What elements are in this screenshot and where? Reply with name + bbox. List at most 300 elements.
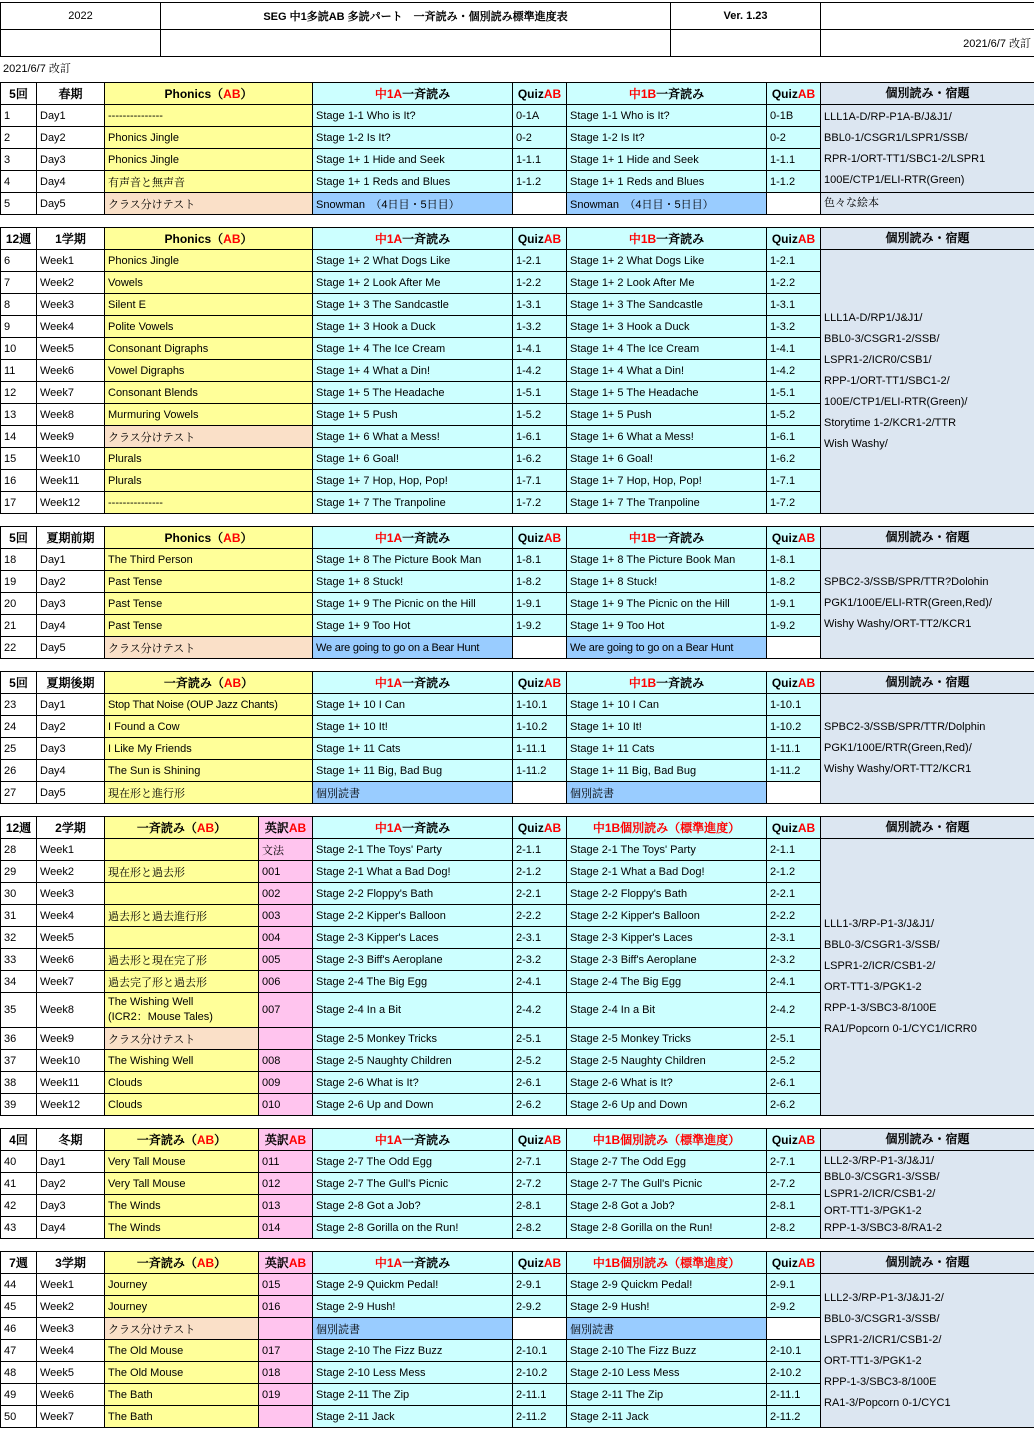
- row-number-cell: 1: [1, 105, 37, 127]
- block-count-header: 7週: [1, 1252, 37, 1274]
- page-title: SEG 中1多読AB 多読パート 一斉読み・個別読み標準進度表: [161, 3, 671, 30]
- stage-b-cell: Stage 2-5 Monkey Tricks: [567, 1028, 767, 1050]
- stage-a-cell: 個別読書: [313, 1318, 513, 1340]
- row-number-cell: 21: [1, 615, 37, 637]
- stage-a-cell: Stage 1+ 3 The Sandcastle: [313, 294, 513, 316]
- empty-cell: [1, 30, 161, 57]
- phonics-cell: The Winds: [105, 1195, 259, 1217]
- quiz-a-cell: 1-9.2: [513, 615, 567, 637]
- quiz-b-column-header: QuizAB: [767, 1252, 821, 1274]
- quiz-b-cell: 1-5.1: [767, 382, 821, 404]
- phonics-cell: Clouds: [105, 1072, 259, 1094]
- quiz-a-cell: 2-8.2: [513, 1217, 567, 1239]
- row-number-cell: 11: [1, 360, 37, 382]
- individual-reading-header: 個別読み・宿題: [821, 228, 1034, 250]
- day-cell: Week11: [37, 470, 105, 492]
- phonics-cell: The Sun is Shining: [105, 760, 313, 782]
- quiz-a-column-header: QuizAB: [513, 1129, 567, 1151]
- revision-date-left: 2021/6/7 改訂: [0, 57, 1034, 82]
- translation-number-cell: 005: [259, 949, 313, 971]
- stage-b-cell: Stage 2-2 Floppy's Bath: [567, 883, 767, 905]
- quiz-a-cell: 2-11.1: [513, 1384, 567, 1406]
- stage-b-cell: Stage 2-7 The Odd Egg: [567, 1151, 767, 1173]
- year-label: 2022: [1, 3, 161, 30]
- stage-b-cell: Stage 1+ 10 I Can: [567, 694, 767, 716]
- stage-b-cell: Stage 2-1 The Toys' Party: [567, 839, 767, 861]
- row-number-cell: 43: [1, 1217, 37, 1239]
- block-count-header: 4回: [1, 1129, 37, 1151]
- quiz-a-cell: 2-6.2: [513, 1094, 567, 1116]
- stage-a-cell: Snowman （4日目・5日目）: [313, 193, 513, 215]
- row-number-cell: 4: [1, 171, 37, 193]
- translation-number-cell: 006: [259, 971, 313, 993]
- translation-number-cell: 007: [259, 993, 313, 1028]
- quiz-b-cell: 2-10.1: [767, 1340, 821, 1362]
- quiz-b-cell: 1-6.1: [767, 426, 821, 448]
- quiz-b-column-header: QuizAB: [767, 1129, 821, 1151]
- individual-reading-cell: SPBC2-3/SSB/SPR/TTR/Dolphin PGK1/100E/RTR(Green,Red)/ Wishy Washy/ORT-TT2/KCR1: [821, 694, 1034, 804]
- quiz-b-cell: 2-5.2: [767, 1050, 821, 1072]
- quiz-b-cell: 2-6.2: [767, 1094, 821, 1116]
- stage-b-cell: Stage 1+ 5 Push: [567, 404, 767, 426]
- row-number-cell: 24: [1, 716, 37, 738]
- stage-b-cell: Stage 2-9 Quickm Pedal!: [567, 1274, 767, 1296]
- quiz-a-cell: 2-6.1: [513, 1072, 567, 1094]
- day-cell: Week12: [37, 492, 105, 514]
- class-b-column-header: 中1B個別読み（標準進度）: [567, 817, 767, 839]
- stage-b-cell: Stage 1+ 11 Cats: [567, 738, 767, 760]
- row-number-cell: 19: [1, 571, 37, 593]
- quiz-a-cell: 1-8.1: [513, 549, 567, 571]
- stage-b-cell: Stage 1+ 2 What Dogs Like: [567, 250, 767, 272]
- stage-a-cell: Stage 1+ 6 Goal!: [313, 448, 513, 470]
- schedule-block-spring: [0, 82, 1034, 215]
- reading-column-header: Phonics（AB）: [105, 527, 313, 549]
- stage-a-cell: Stage 1+ 3 Hook a Duck: [313, 316, 513, 338]
- block-term-header: 2学期: [37, 817, 105, 839]
- title-bar-spacer: [821, 3, 1034, 30]
- individual-reading-cell: LLL1-3/RP-P1-3/J&J1/ BBL0-3/CSGR1-3/SSB/ LSPR1-2/ICR/CSB1-2/ ORT-TT1-3/PGK1-2 RPP-1-3/SBC3-8/100E RA1/Popcorn 0-1/CYC1/ICRR0: [821, 839, 1034, 1116]
- quiz-b-cell: 2-5.1: [767, 1028, 821, 1050]
- quiz-b-column-header: QuizAB: [767, 228, 821, 250]
- stage-b-cell: Stage 2-3 Biff's Aeroplane: [567, 949, 767, 971]
- translation-number-cell: 009: [259, 1072, 313, 1094]
- day-cell: Week9: [37, 426, 105, 448]
- block-count-header: 12週: [1, 817, 37, 839]
- stage-a-cell: Stage 2-9 Quickm Pedal!: [313, 1274, 513, 1296]
- translation-number-cell: 013: [259, 1195, 313, 1217]
- phonics-cell: クラス分けテスト: [105, 637, 313, 659]
- phonics-cell: Vowels: [105, 272, 313, 294]
- quiz-a-cell: 1-9.1: [513, 593, 567, 615]
- translation-number-cell: 015: [259, 1274, 313, 1296]
- stage-a-cell: Stage 2-9 Hush!: [313, 1296, 513, 1318]
- phonics-cell: Past Tense: [105, 615, 313, 637]
- block-term-header: 夏期前期: [37, 527, 105, 549]
- day-cell: Day4: [37, 615, 105, 637]
- stage-b-cell: Stage 2-8 Got a Job?: [567, 1195, 767, 1217]
- phonics-cell: クラス分けテスト: [105, 1318, 259, 1340]
- quiz-a-cell: 1-4.1: [513, 338, 567, 360]
- stage-a-cell: Stage 2-6 What is It?: [313, 1072, 513, 1094]
- stage-b-cell: Stage 2-5 Naughty Children: [567, 1050, 767, 1072]
- row-number-cell: 10: [1, 338, 37, 360]
- phonics-cell: 過去形と過去進行形: [105, 905, 259, 927]
- empty-cell: [161, 30, 671, 57]
- quiz-a-column-header: QuizAB: [513, 672, 567, 694]
- table-row: [1, 1151, 1034, 1173]
- quiz-a-cell: 2-7.1: [513, 1151, 567, 1173]
- day-cell: Day3: [37, 149, 105, 171]
- quiz-b-cell: 1-11.2: [767, 760, 821, 782]
- table-row: [1, 1274, 1034, 1296]
- quiz-a-cell: [513, 1318, 567, 1340]
- phonics-cell: Murmuring Vowels: [105, 404, 313, 426]
- row-number-cell: 7: [1, 272, 37, 294]
- quiz-b-cell: [767, 637, 821, 659]
- stage-b-cell: Stage 1+ 3 The Sandcastle: [567, 294, 767, 316]
- quiz-a-column-header: QuizAB: [513, 228, 567, 250]
- stage-a-cell: Stage 1+ 10 It!: [313, 716, 513, 738]
- day-cell: Week1: [37, 250, 105, 272]
- stage-b-cell: Stage 1+ 3 Hook a Duck: [567, 316, 767, 338]
- stage-a-cell: Stage 1+ 7 Hop, Hop, Pop!: [313, 470, 513, 492]
- phonics-cell: Clouds: [105, 1094, 259, 1116]
- day-cell: Week4: [37, 905, 105, 927]
- phonics-cell: 過去完了形と過去形: [105, 971, 259, 993]
- block-count-header: 5回: [1, 672, 37, 694]
- individual-reading-cell: LLL1A-D/RP1/J&J1/ BBL0-3/CSGR1-2/SSB/ LSPR1-2/ICR0/CSB1/ RPP-1/ORT-TT1/SBC1-2/ 100E/CTP1/ELI-RTR(Green)/ Storytime 1-2/KCR1-2/TTR Wish Washy/: [821, 250, 1034, 514]
- phonics-cell: Plurals: [105, 448, 313, 470]
- quiz-a-cell: 1-8.2: [513, 571, 567, 593]
- day-cell: Week5: [37, 927, 105, 949]
- translation-number-cell: 014: [259, 1217, 313, 1239]
- table-row: [1, 193, 1034, 215]
- quiz-a-cell: 1-4.2: [513, 360, 567, 382]
- stage-b-cell: Stage 2-6 What is It?: [567, 1072, 767, 1094]
- quiz-a-cell: [513, 637, 567, 659]
- row-number-cell: 28: [1, 839, 37, 861]
- day-cell: Day4: [37, 760, 105, 782]
- quiz-b-column-header: QuizAB: [767, 83, 821, 105]
- quiz-b-cell: 1-8.2: [767, 571, 821, 593]
- day-cell: Week7: [37, 971, 105, 993]
- stage-a-cell: Stage 1+ 5 Push: [313, 404, 513, 426]
- class-a-column-header: 中1A一斉読み: [313, 83, 513, 105]
- reading-column-header: Phonics（AB）: [105, 83, 313, 105]
- phonics-cell: Polite Vowels: [105, 316, 313, 338]
- day-cell: Week10: [37, 1050, 105, 1072]
- phonics-cell: Consonant Blends: [105, 382, 313, 404]
- quiz-a-cell: 2-9.1: [513, 1274, 567, 1296]
- quiz-a-cell: 0-2: [513, 127, 567, 149]
- row-number-cell: 22: [1, 637, 37, 659]
- phonics-cell: I Like My Friends: [105, 738, 313, 760]
- stage-a-cell: Stage 2-7 The Odd Egg: [313, 1151, 513, 1173]
- stage-a-cell: Stage 1-1 Who is It?: [313, 105, 513, 127]
- stage-a-cell: Stage 2-10 The Fizz Buzz: [313, 1340, 513, 1362]
- reading-column-header: 一斉読み（AB）: [105, 672, 313, 694]
- row-number-cell: 30: [1, 883, 37, 905]
- class-b-column-header: 中1B一斉読み: [567, 527, 767, 549]
- day-cell: Day5: [37, 637, 105, 659]
- quiz-a-column-header: QuizAB: [513, 527, 567, 549]
- row-number-cell: 17: [1, 492, 37, 514]
- quiz-a-cell: [513, 782, 567, 804]
- row-number-cell: 23: [1, 694, 37, 716]
- quiz-b-cell: 1-9.1: [767, 593, 821, 615]
- individual-reading-header: 個別読み・宿題: [821, 83, 1034, 105]
- row-number-cell: 25: [1, 738, 37, 760]
- stage-b-cell: Stage 1+ 5 The Headache: [567, 382, 767, 404]
- quiz-b-cell: 1-11.1: [767, 738, 821, 760]
- row-number-cell: 16: [1, 470, 37, 492]
- individual-reading-cell: SPBC2-3/SSB/SPR/TTR?Dolohin PGK1/100E/ELI-RTR(Green,Red)/ Wishy Washy/ORT-TT2/KCR1: [821, 549, 1034, 659]
- quiz-b-cell: [767, 782, 821, 804]
- reading-column-header: 一斉読み（AB）: [105, 1129, 259, 1151]
- stage-b-cell: 個別読書: [567, 1318, 767, 1340]
- stage-a-cell: Stage 2-2 Floppy's Bath: [313, 883, 513, 905]
- stage-b-cell: Stage 2-3 Kipper's Laces: [567, 927, 767, 949]
- reading-column-header: 一斉読み（AB）: [105, 1252, 259, 1274]
- quiz-a-cell: 0-1A: [513, 105, 567, 127]
- individual-reading-header: 個別読み・宿題: [821, 1252, 1034, 1274]
- class-b-column-header: 中1B一斉読み: [567, 83, 767, 105]
- quiz-a-cell: 2-4.2: [513, 993, 567, 1028]
- row-number-cell: 20: [1, 593, 37, 615]
- quiz-a-cell: 1-1.1: [513, 149, 567, 171]
- phonics-cell: クラス分けテスト: [105, 426, 313, 448]
- phonics-cell: The Third Person: [105, 549, 313, 571]
- stage-a-cell: Stage 2-10 Less Mess: [313, 1362, 513, 1384]
- phonics-cell: The Bath: [105, 1406, 259, 1428]
- quiz-b-cell: 2-8.2: [767, 1217, 821, 1239]
- quiz-a-cell: [513, 193, 567, 215]
- day-cell: Day3: [37, 738, 105, 760]
- phonics-cell: Plurals: [105, 470, 313, 492]
- day-cell: Week6: [37, 360, 105, 382]
- stage-b-cell: We are going to go on a Bear Hunt: [567, 637, 767, 659]
- quiz-b-cell: 2-7.2: [767, 1173, 821, 1195]
- quiz-a-cell: 2-4.1: [513, 971, 567, 993]
- quiz-a-cell: 1-6.2: [513, 448, 567, 470]
- stage-b-cell: Stage 1+ 11 Big, Bad Bug: [567, 760, 767, 782]
- stage-b-cell: Stage 1+ 6 What a Mess!: [567, 426, 767, 448]
- phonics-cell: The Winds: [105, 1217, 259, 1239]
- row-number-cell: 12: [1, 382, 37, 404]
- stage-b-cell: Stage 2-10 Less Mess: [567, 1362, 767, 1384]
- phonics-cell: Consonant Digraphs: [105, 338, 313, 360]
- quiz-b-cell: 2-7.1: [767, 1151, 821, 1173]
- stage-a-cell: We are going to go on a Bear Hunt: [313, 637, 513, 659]
- stage-b-cell: Stage 2-11 The Zip: [567, 1384, 767, 1406]
- quiz-b-cell: 1-10.2: [767, 716, 821, 738]
- translation-number-cell: 003: [259, 905, 313, 927]
- quiz-b-cell: 2-3.2: [767, 949, 821, 971]
- quiz-b-cell: 1-2.2: [767, 272, 821, 294]
- stage-a-cell: Stage 2-6 Up and Down: [313, 1094, 513, 1116]
- table-row: [1, 549, 1034, 571]
- stage-a-cell: Stage 1+ 8 The Picture Book Man: [313, 549, 513, 571]
- block-term-header: 冬期: [37, 1129, 105, 1151]
- quiz-a-cell: 2-3.2: [513, 949, 567, 971]
- phonics-cell: Past Tense: [105, 593, 313, 615]
- phonics-cell: 過去形と現在完了形: [105, 949, 259, 971]
- stage-a-cell: Stage 2-11 Jack: [313, 1406, 513, 1428]
- schedule-block-term2: [0, 816, 1034, 1116]
- quiz-b-cell: 1-5.2: [767, 404, 821, 426]
- quiz-a-cell: 2-8.1: [513, 1195, 567, 1217]
- row-number-cell: 37: [1, 1050, 37, 1072]
- row-number-cell: 50: [1, 1406, 37, 1428]
- reading-column-header: Phonics（AB）: [105, 228, 313, 250]
- stage-b-cell: Snowman （4日目・5日目）: [567, 193, 767, 215]
- phonics-cell: Phonics Jingle: [105, 127, 313, 149]
- stage-b-cell: Stage 2-10 The Fizz Buzz: [567, 1340, 767, 1362]
- phonics-cell: Vowel Digraphs: [105, 360, 313, 382]
- reading-column-header: 一斉読み（AB）: [105, 817, 259, 839]
- row-number-cell: 36: [1, 1028, 37, 1050]
- stage-b-cell: Stage 1+ 8 Stuck!: [567, 571, 767, 593]
- stage-a-cell: Stage 2-5 Monkey Tricks: [313, 1028, 513, 1050]
- quiz-b-cell: 2-2.1: [767, 883, 821, 905]
- translation-number-cell: 016: [259, 1296, 313, 1318]
- quiz-b-cell: 2-11.1: [767, 1384, 821, 1406]
- stage-a-cell: Stage 2-4 In a Bit: [313, 993, 513, 1028]
- translation-column-header: 英訳AB: [259, 1129, 313, 1151]
- quiz-a-cell: 1-6.1: [513, 426, 567, 448]
- stage-b-cell: Stage 1+ 10 It!: [567, 716, 767, 738]
- class-a-column-header: 中1A一斉読み: [313, 817, 513, 839]
- blocks: [0, 82, 1034, 1428]
- stage-b-cell: Stage 1+ 9 Too Hot: [567, 615, 767, 637]
- phonics-cell: 現在形と進行形: [105, 782, 313, 804]
- stage-a-cell: Stage 1+ 2 What Dogs Like: [313, 250, 513, 272]
- individual-reading-header: 個別読み・宿題: [821, 817, 1034, 839]
- row-number-cell: 13: [1, 404, 37, 426]
- quiz-b-cell: 1-2.1: [767, 250, 821, 272]
- class-a-column-header: 中1A一斉読み: [313, 672, 513, 694]
- block-count-header: 5回: [1, 83, 37, 105]
- translation-number-cell: 文法: [259, 839, 313, 861]
- block-count-header: 12週: [1, 228, 37, 250]
- stage-b-cell: Stage 2-11 Jack: [567, 1406, 767, 1428]
- stage-b-cell: Stage 1+ 6 Goal!: [567, 448, 767, 470]
- day-cell: Day2: [37, 127, 105, 149]
- class-a-column-header: 中1A一斉読み: [313, 228, 513, 250]
- row-number-cell: 49: [1, 1384, 37, 1406]
- stage-a-cell: Stage 1+ 1 Hide and Seek: [313, 149, 513, 171]
- revision-date-right: 2021/6/7 改訂: [821, 30, 1034, 57]
- translation-number-cell: 004: [259, 927, 313, 949]
- quiz-b-cell: [767, 1318, 821, 1340]
- phonics-cell: ---------------: [105, 492, 313, 514]
- quiz-a-cell: 1-5.1: [513, 382, 567, 404]
- day-cell: Day4: [37, 171, 105, 193]
- individual-reading-header: 個別読み・宿題: [821, 672, 1034, 694]
- row-number-cell: 26: [1, 760, 37, 782]
- day-cell: Week8: [37, 993, 105, 1028]
- stage-b-cell: Stage 2-8 Gorilla on the Run!: [567, 1217, 767, 1239]
- day-cell: Day1: [37, 694, 105, 716]
- quiz-b-cell: 1-8.1: [767, 549, 821, 571]
- quiz-a-cell: 1-11.1: [513, 738, 567, 760]
- phonics-cell: [105, 927, 259, 949]
- quiz-a-cell: 1-7.2: [513, 492, 567, 514]
- row-number-cell: 15: [1, 448, 37, 470]
- phonics-cell: The Bath: [105, 1384, 259, 1406]
- row-number-cell: 29: [1, 861, 37, 883]
- class-b-column-header: 中1B一斉読み: [567, 672, 767, 694]
- stage-a-cell: Stage 2-7 The Gull's Picnic: [313, 1173, 513, 1195]
- stage-a-cell: Stage 1+ 11 Big, Bad Bug: [313, 760, 513, 782]
- stage-a-cell: Stage 2-11 The Zip: [313, 1384, 513, 1406]
- quiz-b-cell: 1-6.2: [767, 448, 821, 470]
- table-row: [1, 839, 1034, 861]
- table-row: [1, 694, 1034, 716]
- day-cell: Week5: [37, 338, 105, 360]
- phonics-cell: Phonics Jingle: [105, 250, 313, 272]
- quiz-b-cell: 2-11.2: [767, 1406, 821, 1428]
- quiz-b-cell: [767, 193, 821, 215]
- quiz-a-cell: 1-5.2: [513, 404, 567, 426]
- quiz-b-cell: 2-4.1: [767, 971, 821, 993]
- row-number-cell: 46: [1, 1318, 37, 1340]
- schedule-block-term3: [0, 1251, 1034, 1428]
- translation-number-cell: 001: [259, 861, 313, 883]
- phonics-cell: Phonics Jingle: [105, 149, 313, 171]
- phonics-cell: The Old Mouse: [105, 1340, 259, 1362]
- row-number-cell: 32: [1, 927, 37, 949]
- stage-a-cell: Stage 1+ 2 Look After Me: [313, 272, 513, 294]
- phonics-cell: Very Tall Mouse: [105, 1151, 259, 1173]
- stage-b-cell: Stage 2-4 The Big Egg: [567, 971, 767, 993]
- quiz-a-cell: 1-2.1: [513, 250, 567, 272]
- day-cell: Week11: [37, 1072, 105, 1094]
- quiz-a-cell: 2-2.2: [513, 905, 567, 927]
- quiz-b-cell: 0-1B: [767, 105, 821, 127]
- phonics-cell: Stop That Noise (OUP Jazz Chants): [105, 694, 313, 716]
- individual-reading-cell: LLL1A-D/RP-P1A-B/J&J1/ BBL0-1/CSGR1/LSPR1/SSB/ RPR-1/ORT-TT1/SBC1-2/LSPR1 100E/CTP1/ELI-RTR(Green): [821, 105, 1034, 193]
- quiz-b-column-header: QuizAB: [767, 527, 821, 549]
- phonics-cell: The Wishing Well: [105, 1050, 259, 1072]
- phonics-cell: Journey: [105, 1296, 259, 1318]
- day-cell: Week2: [37, 272, 105, 294]
- individual-reading-header: 個別読み・宿題: [821, 1129, 1034, 1151]
- phonics-cell: Silent E: [105, 294, 313, 316]
- quiz-a-cell: 1-3.2: [513, 316, 567, 338]
- day-cell: Day1: [37, 1151, 105, 1173]
- row-number-cell: 5: [1, 193, 37, 215]
- translation-number-cell: 019: [259, 1384, 313, 1406]
- quiz-b-cell: 2-9.1: [767, 1274, 821, 1296]
- translation-number-cell: 017: [259, 1340, 313, 1362]
- schedule-block-summer2: [0, 671, 1034, 804]
- class-a-column-header: 中1A一斉読み: [313, 1129, 513, 1151]
- phonics-cell: クラス分けテスト: [105, 193, 313, 215]
- schedule-block-term1: [0, 227, 1034, 514]
- row-number-cell: 35: [1, 993, 37, 1028]
- stage-b-cell: Stage 2-9 Hush!: [567, 1296, 767, 1318]
- row-number-cell: 3: [1, 149, 37, 171]
- quiz-b-cell: 2-6.1: [767, 1072, 821, 1094]
- row-number-cell: 9: [1, 316, 37, 338]
- quiz-b-column-header: QuizAB: [767, 672, 821, 694]
- quiz-b-column-header: QuizAB: [767, 817, 821, 839]
- phonics-cell: [105, 883, 259, 905]
- quiz-b-cell: 2-2.2: [767, 905, 821, 927]
- quiz-a-cell: 1-7.1: [513, 470, 567, 492]
